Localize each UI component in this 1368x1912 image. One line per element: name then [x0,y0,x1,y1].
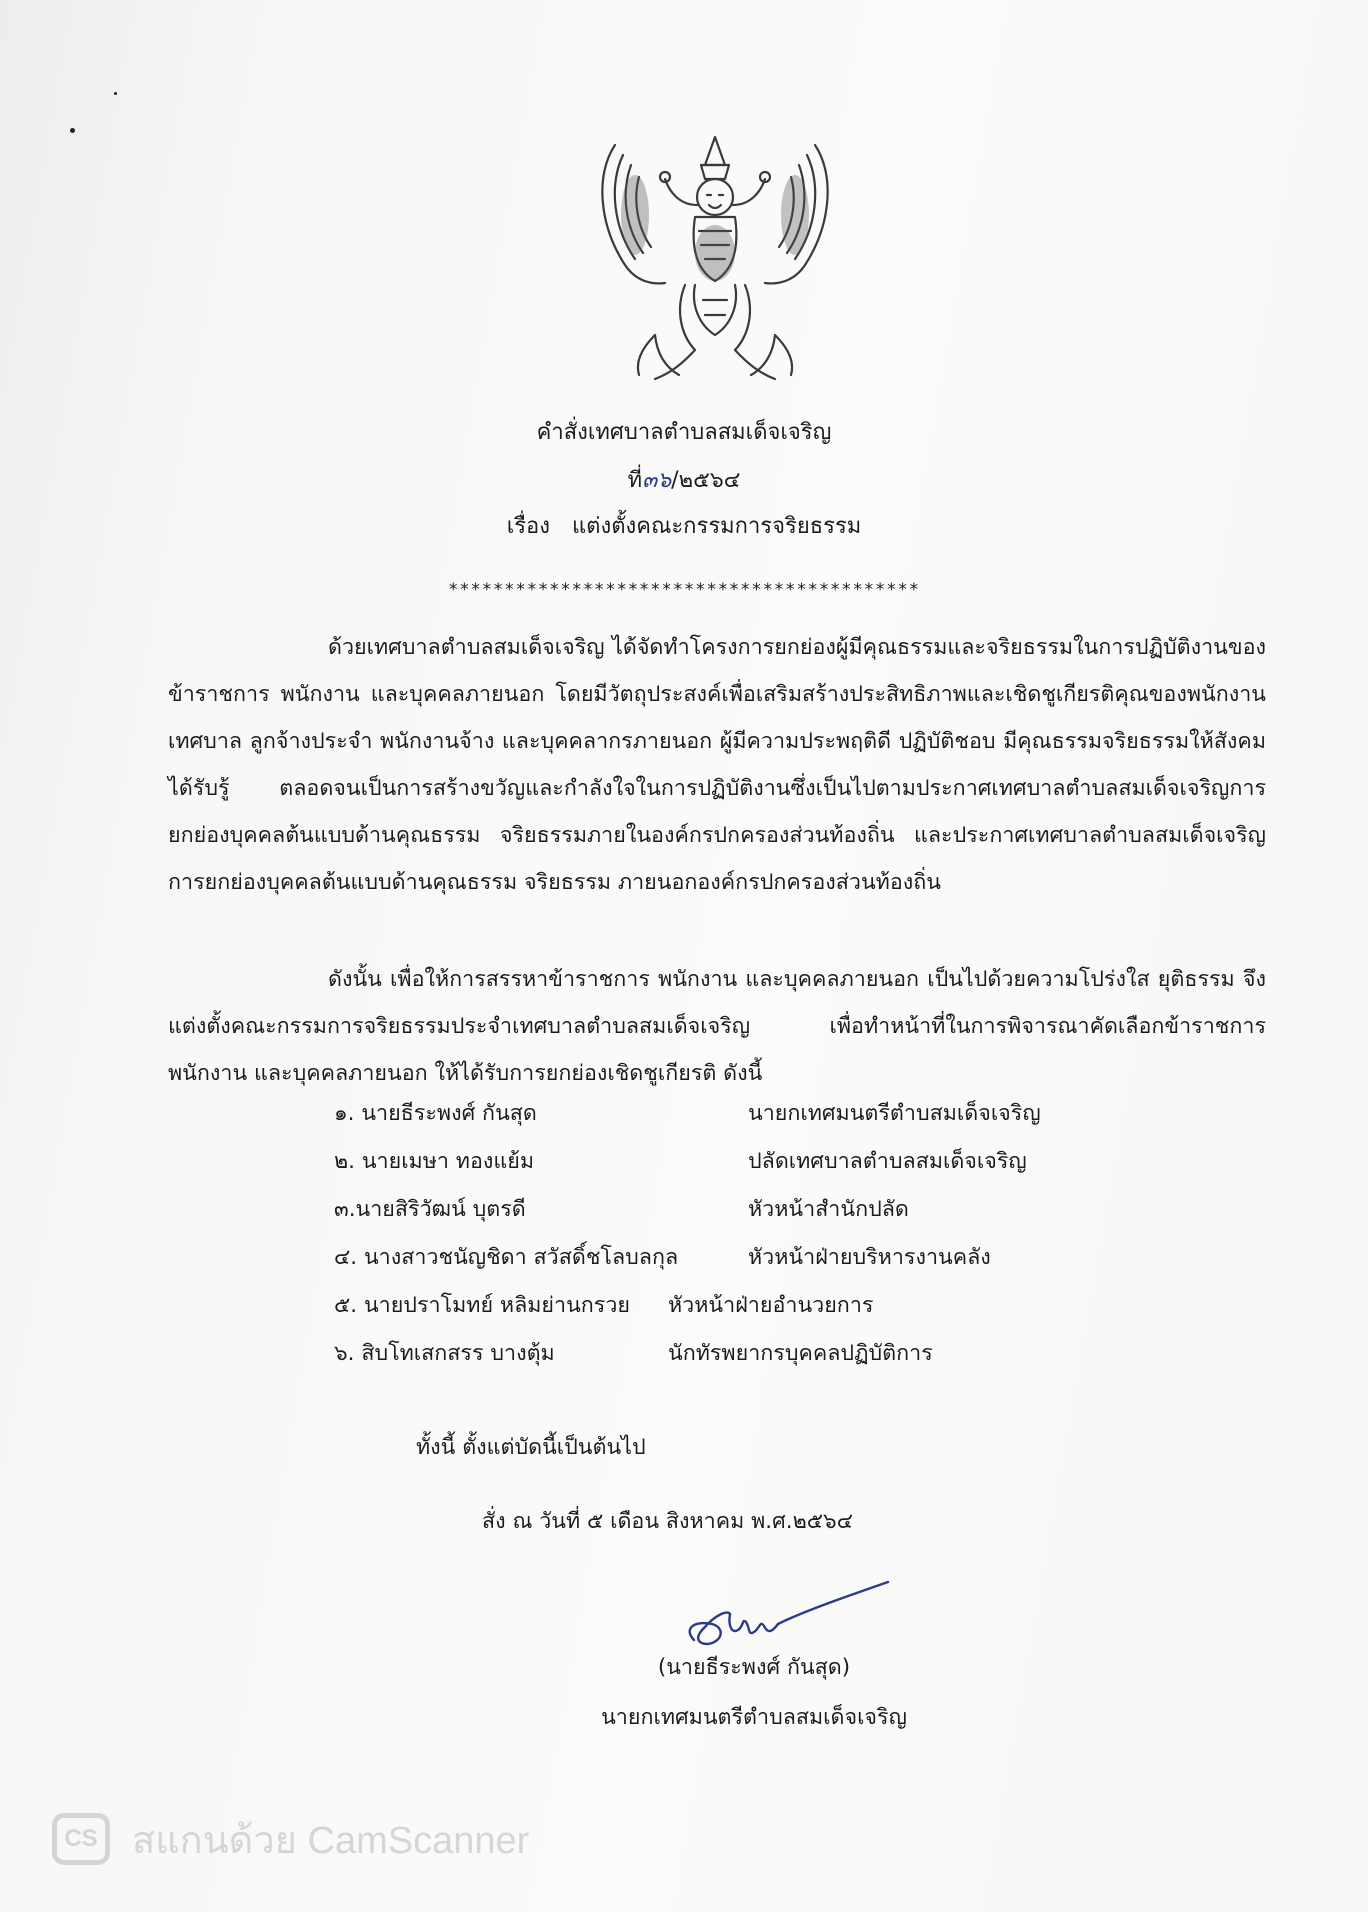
order-number-suffix: /๒๕๖๔ [671,468,741,493]
paragraph-intro: ด้วยเทศบาลตำบลสมเด็จเจริญ ได้จัดทำโครงการยกย่องผู้มีคุณธรรมและจริยธรรมในการปฏิบัติงานของข้าราชการ พนักงาน และบุคคลภายนอก โดยมีวัตถุประสงค์เพื่อเสริมสร้างประสิทธิภาพและเชิดชูเกียรติคุณของพนักงานเทศบาล ลูกจ้างประจำ พนักงานจ้าง และบุคคลากรภายนอก ผู้มีความประพฤติดี ปฏิบัติชอบ มีคุณธรรมจริยธรรมให้สังคมได้รับรู้ ตลอดจนเป็นการสร้างขวัญและกำลังใจในการปฏิบัติงานซึ่งเป็นไปตามประกาศเทศบาลตำบลสมเด็จเจริญการยกย่องบุคคลต้นแบบด้านคุณธรรม จริยธรรมภายในองค์กรปกครองส่วนท้องถิ่น และประกาศเทศบาลตำบลสมเด็จเจริญการยกย่องบุคคลต้นแบบด้านคุณธรรม จริยธรรม ภายนอกองค์กรปกครองส่วนท้องถิ่น [168,635,1266,895]
separator-line: ****************************************** [448,580,920,600]
effective-date-line: ทั้งนี้ ตั้งแต่บัดนี้เป็นต้นไป [416,1435,646,1460]
member-name: ๒. นายเมษา ทองแย้ม [334,1149,535,1174]
member-position: นักทัรพยากรบุคคลปฏิบัติการ [668,1341,933,1366]
member-name: ๔. นางสาวชนัญชิดา สวัสดิ์ชโลบลกุล [334,1245,679,1270]
garuda-emblem-icon [595,135,835,390]
member-position: ปลัดเทศบาลตำบลสมเด็จเจริญ [748,1149,1027,1174]
member-position: หัวหน้าฝ่ายอำนวยการ [668,1293,874,1318]
paper-mark [114,92,117,95]
order-date-line: สั่ง ณ วันที่ ๕ เดือน สิงหาคม พ.ศ.๒๕๖๔ [482,1509,853,1534]
subject-label: เรื่อง [506,514,550,539]
handwritten-signature [682,1580,892,1650]
order-title: คำสั่งเทศบาลตำบลสมเด็จเจริญ [536,420,832,445]
camscanner-watermark [52,1808,529,1870]
member-position: นายกเทศมนตรีตำบสมเด็จเจริญ [748,1101,1041,1126]
camscanner-logo-icon: CS [52,1813,110,1865]
subject-text: แต่งตั้งคณะกรรมการจริยธรรม [572,514,862,539]
signer-title: นายกเทศมนตรีตำบลสมเด็จเจริญ [601,1705,907,1730]
member-name: ๖. สิบโทเสกสรร บางตุ้ม [334,1341,555,1366]
paper-mark [70,128,75,133]
member-name: ๓.นายสิริวัฒน์ บุตรดี [334,1197,526,1222]
paragraph-appointment: ดังนั้น เพื่อให้การสรรหาข้าราชการ พนักงาน และบุคคลภายนอก เป็นไปด้วยความโปร่งใส ยุติธรรม จึงแต่งตั้งคณะกรรมการจริยธรรมประจำเทศบาลตำบลสมเด็จเจริญ เพื่อทำหน้าที่ในการพิจารณาคัดเลือกข้าราชการ พนักงาน และบุคคลภายนอก ให้ได้รับการยกย่องเชิดชูเกียรติ ดังนี้ [168,967,1266,1086]
order-number-handwritten: ๓๖ [642,468,672,493]
order-number [0,462,1368,497]
order-number-prefix: ที่ [627,468,643,493]
member-position: หัวหน้าฝ่ายบริหารงานคลัง [748,1245,991,1270]
subject-line [0,508,1368,543]
member-position: หัวหน้าสำนักปลัด [748,1197,909,1222]
watermark-text: สแกนด้วย CamScanner [132,1819,530,1862]
signer-name: (นายธีระพงศ์ กันสุด) [657,1655,851,1680]
member-name: ๑. นายธีระพงศ์ กันสุด [334,1101,537,1126]
member-name: ๕. นายปราโมทย์ หลิมย่านกรวย [334,1293,631,1318]
